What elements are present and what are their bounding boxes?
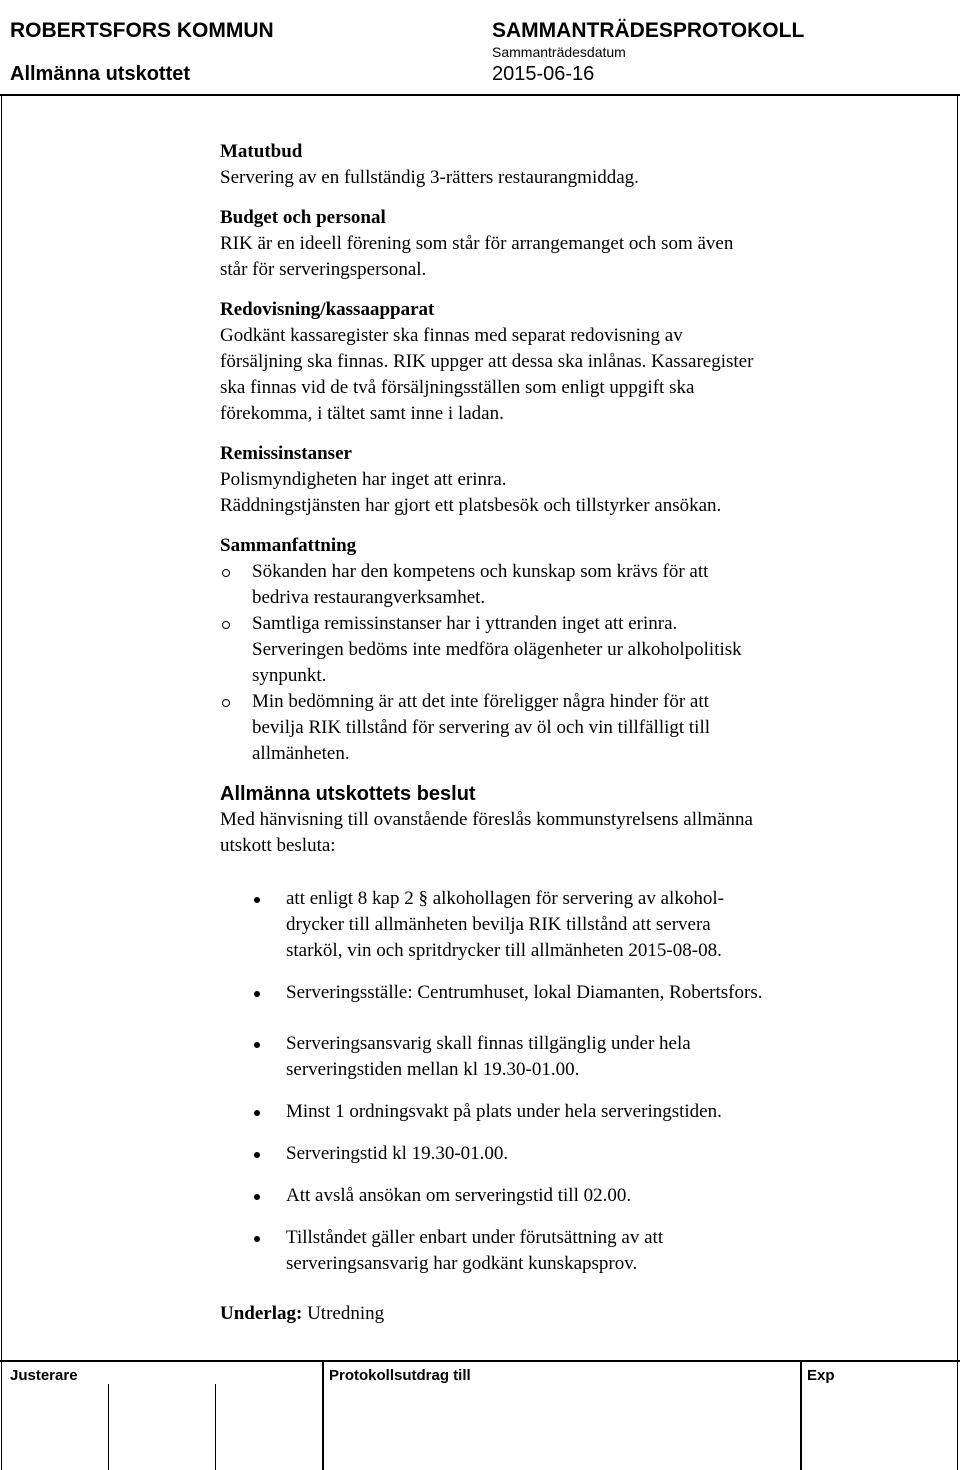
list-item [220, 689, 860, 767]
section-beslut [220, 781, 860, 1277]
list-line: att enligt 8 kap 2 § alkohollagen för servering av alkohol- [286, 888, 724, 909]
bullet-icon [254, 897, 260, 903]
body-line: står för serveringspersonal. [220, 259, 427, 280]
date-label: Sammanträdesdatum [492, 44, 626, 60]
bullet-icon [254, 1152, 260, 1158]
underlag-line [220, 1301, 860, 1327]
list-item [220, 886, 860, 964]
list-line: Min bedömning är att det inte föreligger några hinder för att [252, 691, 709, 712]
signature-box-divider [215, 1384, 216, 1470]
organization-name: ROBERTSFORS KOMMUN [10, 19, 274, 42]
footer-column-divider [800, 1362, 802, 1470]
committee-name: Allmänna utskottet [10, 63, 191, 85]
list-line: Serveringsställe: Centrumhuset, lokal Diamanten, Robertsfors. [286, 982, 763, 1003]
list-item [220, 980, 860, 1006]
bullet-icon [222, 699, 230, 707]
section-heading: Budget och personal [220, 207, 386, 228]
list-line: Serveringen bedöms inte medföra olägenheter ur alkoholpolitisk [252, 639, 742, 660]
list-line: serveringstiden mellan kl 19.30-01.00. [286, 1059, 580, 1080]
justerare-label: Justerare [10, 1367, 78, 1384]
list-line: Samtliga remissinstanser har i yttranden inget att erinra. [252, 613, 678, 634]
summary-list [220, 559, 860, 767]
underlag-label: Underlag: [220, 1303, 303, 1324]
list-line: Att avslå ansökan om serveringstid till 02.00. [286, 1185, 632, 1206]
right-border [957, 94, 958, 1470]
bullet-icon [254, 991, 260, 997]
list-item [220, 1141, 860, 1167]
list-line: bedriva restaurangverksamhet. [252, 587, 486, 608]
body-line: förekomma, i tältet samt inne i ladan. [220, 403, 504, 424]
section-heading: Matutbud [220, 141, 303, 162]
list-line: starköl, vin och spritdrycker till allmänheten 2015-08-08. [286, 940, 722, 961]
body-line: Räddningstjänsten har gjort ett platsbesök och tillstyrker ansökan. [220, 495, 722, 516]
section-heading: Redovisning/kassaapparat [220, 299, 435, 320]
list-line: drycker till allmänheten bevilja RIK tillstånd att servera [286, 914, 711, 935]
section-heading: Sammanfattning [220, 535, 357, 556]
list-item [220, 1225, 860, 1277]
body-line: RIK är en ideell förening som står för arrangemanget och som även [220, 233, 734, 254]
list-line: serveringsansvarig har godkänt kunskapsprov. [286, 1253, 638, 1274]
left-border [1, 94, 2, 1470]
body-line: Polismyndigheten har inget att erinra. [220, 469, 507, 490]
section-matutbud [220, 139, 860, 191]
underlag-value: Utredning [307, 1303, 385, 1324]
list-item [220, 1099, 860, 1125]
bullet-icon [254, 1042, 260, 1048]
list-item [220, 559, 860, 611]
section-remissinstanser [220, 441, 860, 519]
list-item [220, 611, 860, 689]
header-divider [0, 94, 960, 96]
bullet-icon [254, 1236, 260, 1242]
section-budget [220, 205, 860, 283]
exp-label: Exp [807, 1367, 835, 1384]
body-line: utskott besluta: [220, 835, 336, 856]
body-line: Godkänt kassaregister ska finnas med separat redovisning av [220, 325, 683, 346]
bullet-icon [222, 569, 230, 577]
bullet-icon [254, 1194, 260, 1200]
document-type: SAMMANTRÄDESPROTOKOLL [492, 19, 805, 42]
bullet-icon [254, 1110, 260, 1116]
list-line: Minst 1 ordningsvakt på plats under hela serveringstiden. [286, 1101, 722, 1122]
section-heading: Remissinstanser [220, 443, 352, 464]
meeting-date: 2015-06-16 [492, 63, 595, 85]
list-line: Serveringsansvarig skall finnas tillgänglig under hela [286, 1033, 691, 1054]
section-sammanfattning [220, 533, 860, 767]
list-line: Sökanden har den kompetens och kunskap som krävs för att [252, 561, 709, 582]
list-line: synpunkt. [252, 665, 327, 686]
signature-box-divider [108, 1384, 109, 1470]
body-line: ska finnas vid de två försäljningsställen som enligt uppgift ska [220, 377, 695, 398]
body-line: Servering av en fullständig 3-rätters restaurangmiddag. [220, 167, 639, 188]
list-item [220, 1183, 860, 1209]
bullet-icon [222, 621, 230, 629]
list-line: Serveringstid kl 19.30-01.00. [286, 1143, 509, 1164]
protocol-body [220, 139, 860, 1327]
list-item [220, 1031, 860, 1083]
body-line: försäljning ska finnas. RIK uppger att dessa ska inlånas. Kassaregister [220, 351, 754, 372]
footer-column-divider [322, 1362, 324, 1470]
section-redovisning [220, 297, 860, 427]
list-line: bevilja RIK tillstånd för servering av öl och vin tillfälligt till [252, 717, 711, 738]
section-heading: Allmänna utskottets beslut [220, 783, 476, 805]
list-line: Tillståndet gäller enbart under förutsättning av att [286, 1227, 664, 1248]
list-line: allmänheten. [252, 743, 350, 764]
decision-list [220, 886, 860, 1277]
body-line: Med hänvisning till ovanstående föreslås kommunstyrelsens allmänna [220, 809, 753, 830]
footer-divider [0, 1360, 960, 1362]
protokollsutdrag-label: Protokollsutdrag till [329, 1367, 471, 1384]
